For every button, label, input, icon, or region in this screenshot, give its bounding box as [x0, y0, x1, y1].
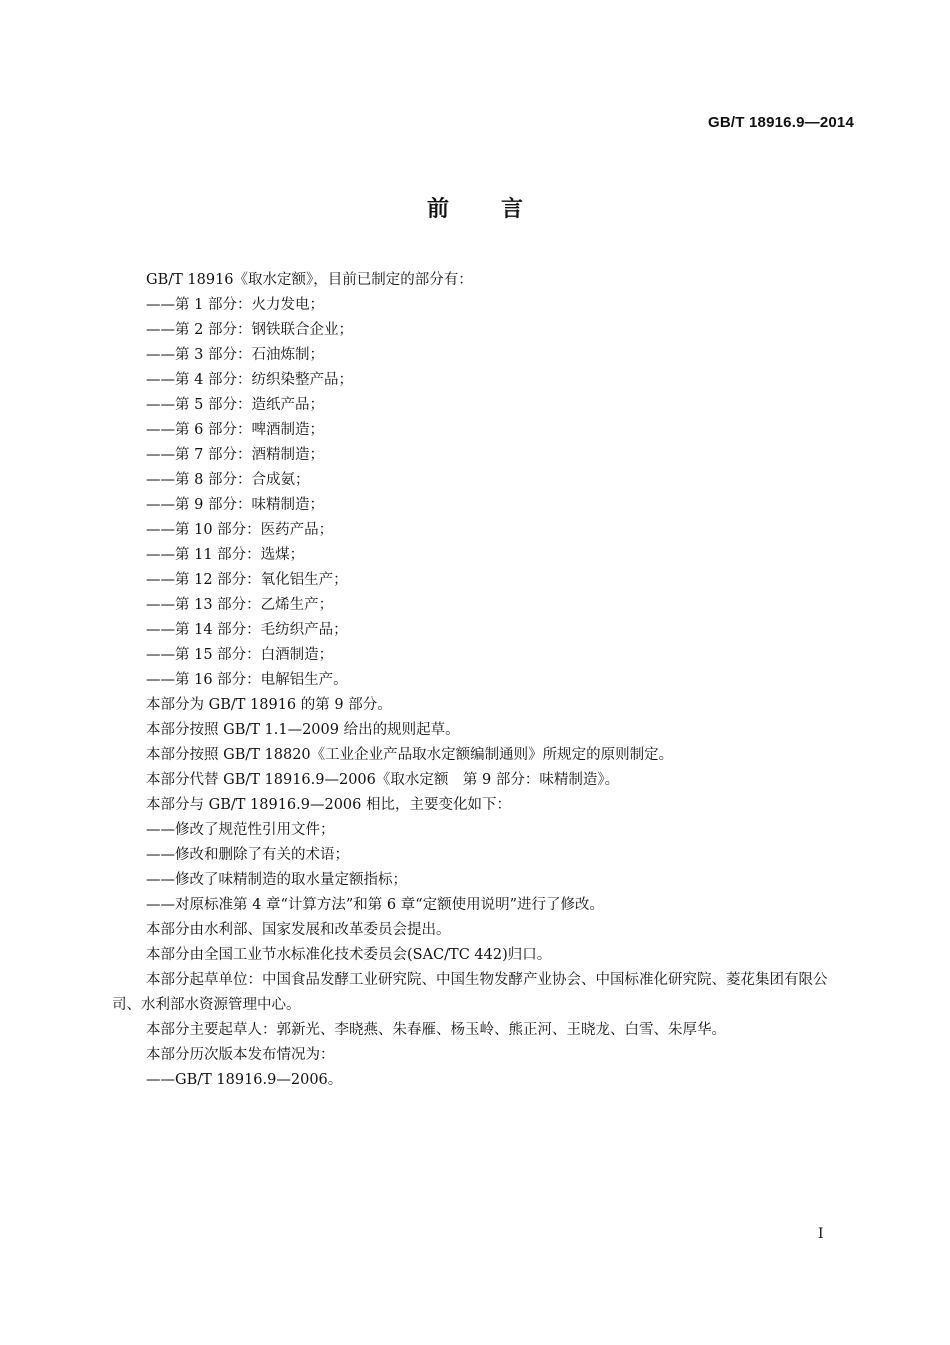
- paragraph: 本部分历次版本发布情况为：: [146, 1047, 335, 1063]
- paragraph: 本部分与 GB/T 18916.9—2006 相比，主要变化如下：: [146, 797, 511, 813]
- list-item: ——第 13 部分：乙烯生产；: [146, 597, 334, 613]
- list-item: ——第 12 部分：氧化铝生产；: [146, 572, 348, 588]
- paragraph: 本部分代替 GB/T 18916.9—2006《取水定额 第 9 部分：味精制造》。: [146, 772, 620, 788]
- list-item: ——第 2 部分：钢铁联合企业；: [146, 322, 353, 338]
- list-item: ——修改和删除了有关的术语；: [146, 847, 349, 863]
- list-item: ——第 15 部分：白酒制造；: [146, 647, 334, 663]
- paragraph: 本部分为 GB/T 18916 的第 9 部分。: [146, 697, 392, 713]
- foreword-body: [112, 268, 852, 1093]
- paragraph: 本部分按照 GB/T 1.1—2009 给出的规则起草。: [146, 722, 460, 738]
- list-item: ——第 16 部分：电解铝生产。: [146, 672, 348, 688]
- list-item: ——第 14 部分：毛纺织产品；: [146, 622, 348, 638]
- title-char-2: 言: [501, 197, 524, 222]
- list-item: ——第 8 部分：合成氨；: [146, 472, 310, 488]
- paragraph: GB/T 18916《取水定额》，目前已制定的部分有：: [146, 272, 473, 288]
- page-number: I: [818, 1226, 824, 1242]
- list-item: ——GB/T 18916.9—2006。: [146, 1072, 343, 1088]
- list-item: ——对原标准第 4 章“计算方法”和第 6 章“定额使用说明”进行了修改。: [146, 897, 605, 913]
- list-item: ——修改了味精制造的取水量定额指标；: [146, 872, 407, 888]
- list-item: ——第 4 部分：纺织染整产品；: [146, 372, 353, 388]
- paragraph: 本部分主要起草人：郭新光、李晓燕、朱春雁、杨玉岭、熊正河、王晓龙、白雪、朱厚华。: [146, 1022, 726, 1038]
- paragraph: 本部分起草单位：中国食品发酵工业研究院、中国生物发酵产业协会、中国标准化研究院、菱花集团有限公司、水利部水资源管理中心。: [112, 972, 828, 1013]
- title-char-1: 前: [426, 197, 449, 222]
- document-code: GB/T 18916.9—2014: [708, 114, 854, 131]
- list-item: ——第 11 部分：选煤；: [146, 547, 305, 563]
- list-item: ——第 7 部分：酒精制造；: [146, 447, 324, 463]
- paragraph: 本部分由全国工业节水标准化技术委员会(SAC/TC 442)归口。: [146, 947, 552, 963]
- list-item: ——第 1 部分：火力发电；: [146, 297, 324, 313]
- paragraph: 本部分按照 GB/T 18820《工业企业产品取水定额编制通则》所规定的原则制定。: [146, 747, 674, 763]
- list-item: ——第 5 部分：造纸产品；: [146, 397, 324, 413]
- page-title: [0, 192, 950, 223]
- list-item: ——第 9 部分：味精制造；: [146, 497, 324, 513]
- paragraph: 本部分由水利部、国家发展和改革委员会提出。: [146, 922, 451, 938]
- list-item: ——第 3 部分：石油炼制；: [146, 347, 324, 363]
- list-item: ——修改了规范性引用文件；: [146, 822, 335, 838]
- list-item: ——第 10 部分：医药产品；: [146, 522, 334, 538]
- list-item: ——第 6 部分：啤酒制造；: [146, 422, 324, 438]
